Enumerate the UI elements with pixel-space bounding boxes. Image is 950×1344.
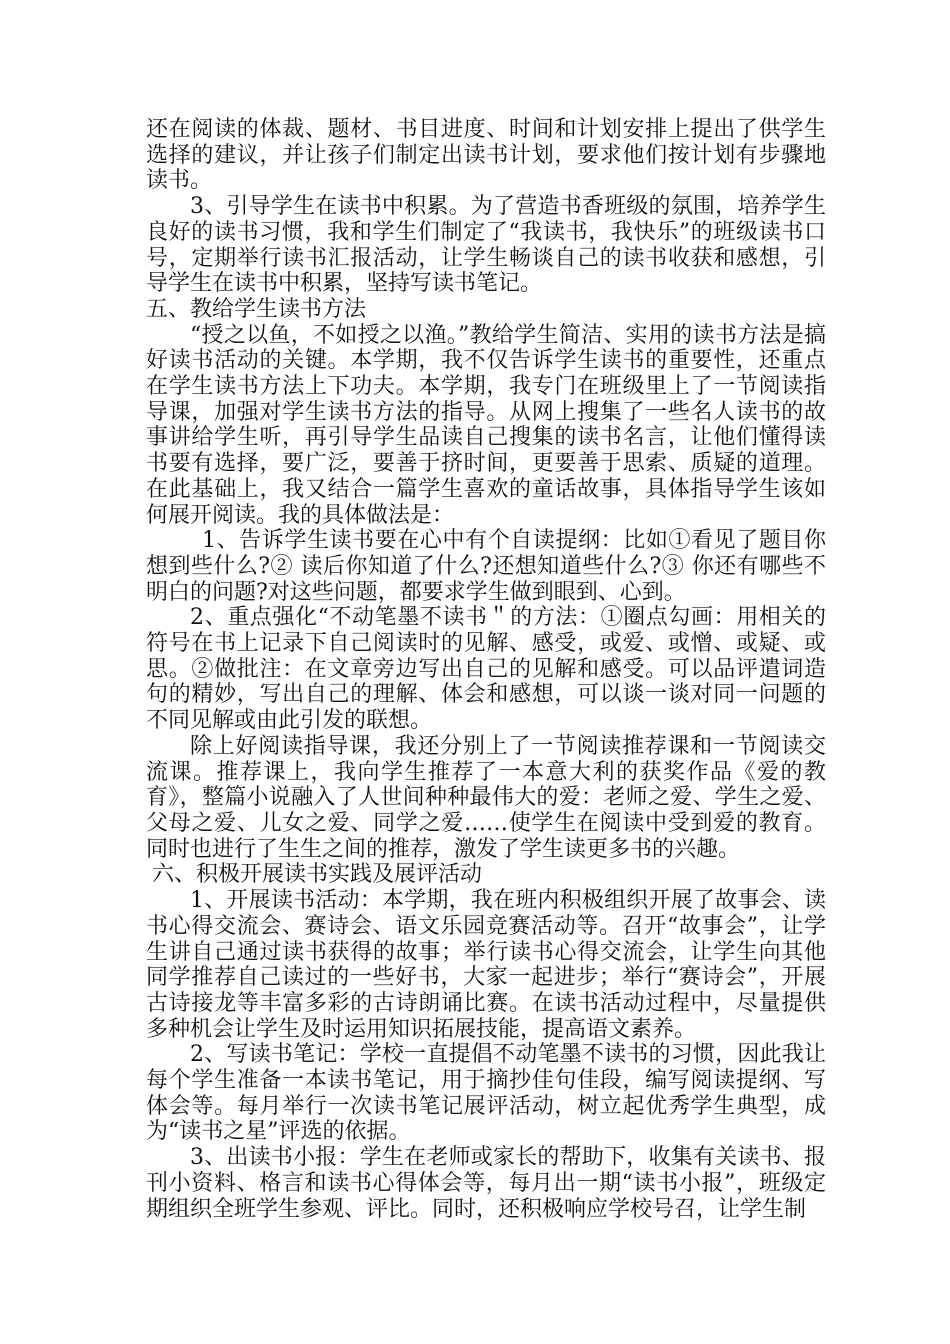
paragraph-recommendation: 除上好阅读指导课，我还分别上了一节阅读推荐课和一节阅读交流课。推荐课上，我向学生推荐了一本意大利的获奖作品《爱的教育》，整篇小说融入了人世间种种最伟大的爱：老师之爱、学生之爱、父母之爱、儿女之爱、同学之爱……使学生在阅读中受到爱的教育。同时也进行了生生之间的推荐，激发了学生读更多书的兴趣。	[146, 733, 826, 862]
paragraph-reading-methods: “授之以鱼，不如授之以渔。”教给学生简洁、实用的读书方法是搞好读书活动的关键。本学期，我不仅告诉学生读书的重要性，还重点在学生读书方法上下功夫。本学期，我专门在班级里上了一节阅读指导课，加强对学生读书方法的指导。从网上搜集了一些名人读书的故事讲给学生听，再引导学生品读自己搜集的读书名言，让他们懂得读书要有选择，要广泛，要善于挤时间，更要善于思索、质疑的道理。在此基础上，我又结合一篇学生喜欢的童话故事，具体指导学生该如何展开阅读。我的具体做法是：	[146, 322, 826, 528]
section-heading-6: 六、积极开展读书实践及展评活动	[152, 862, 483, 888]
paragraph-continued: 还在阅读的体裁、题材、书目进度、时间和计划安排上提出了供学生选择的建议，并让孩子们制定出读书计划，要求他们按计划有步骤地读书。	[146, 117, 826, 194]
paragraph-newspaper: 3、出读书小报：学生在老师或家长的帮助下，收集有关读书、报刊小资料、格言和读书心得体会等，每月出一期“读书小报”，班级定期组织全班学生参观、评比。同时，还积极响应学校号召，让学生制	[146, 1145, 826, 1222]
paragraph-annotation: 2、重点强化“不动笔墨不读书＂的方法：①圈点勾画：用相关的符号在书上记录下自己阅读时的见解、感受，或爱、或憎、或疑、或思。②做批注：在文章旁边写出自己的见解和感受。可以品评遣词造句的精妙，写出自己的理解、体会和感想，可以谈一谈对同一问题的不同见解或由此引发的联想。	[146, 605, 826, 734]
document-body	[146, 117, 826, 1222]
paragraph-accumulate: 3、引导学生在读书中积累。为了营造书香班级的氛围，培养学生良好的读书习惯，我和学生们制定了“我读书，我快乐”的班级读书口号，定期举行读书汇报活动，让学生畅谈自己的读书收获和感想，引导学生在读书中积累，坚持写读书笔记。	[146, 194, 826, 297]
paragraph-outline: 1、告诉学生读书要在心中有个自读提纲：比如①看见了题目你想到些什么?② 读后你知道了什么?还想知道些什么?③ 你还有哪些不明白的问题?对这些问题，都要求学生做到眼到、心到。	[146, 528, 826, 605]
section-heading-5: 五、教给学生读书方法	[146, 296, 367, 322]
paragraph-notes: 2、写读书笔记：学校一直提倡不动笔墨不读书的习惯，因此我让每个学生准备一本读书笔记，用于摘抄佳句佳段，编写阅读提纲、写体会等。每月举行一次读书笔记展评活动，树立起优秀学生典型，成为“读书之星”评选的依据。	[146, 1042, 826, 1145]
paragraph-activities: 1、开展读书活动：本学期，我在班内积极组织开展了故事会、读书心得交流会、赛诗会、语文乐园竞赛活动等。召开“故事会”，让学生讲自己通过读书获得的故事；举行读书心得交流会，让学生向其他同学推荐自己读过的一些好书，大家一起进步；举行“赛诗会”，开展古诗接龙等丰富多彩的古诗朗诵比赛。在读书活动过程中，尽量提供多种机会让学生及时运用知识拓展技能，提高语文素养。	[146, 888, 826, 1042]
